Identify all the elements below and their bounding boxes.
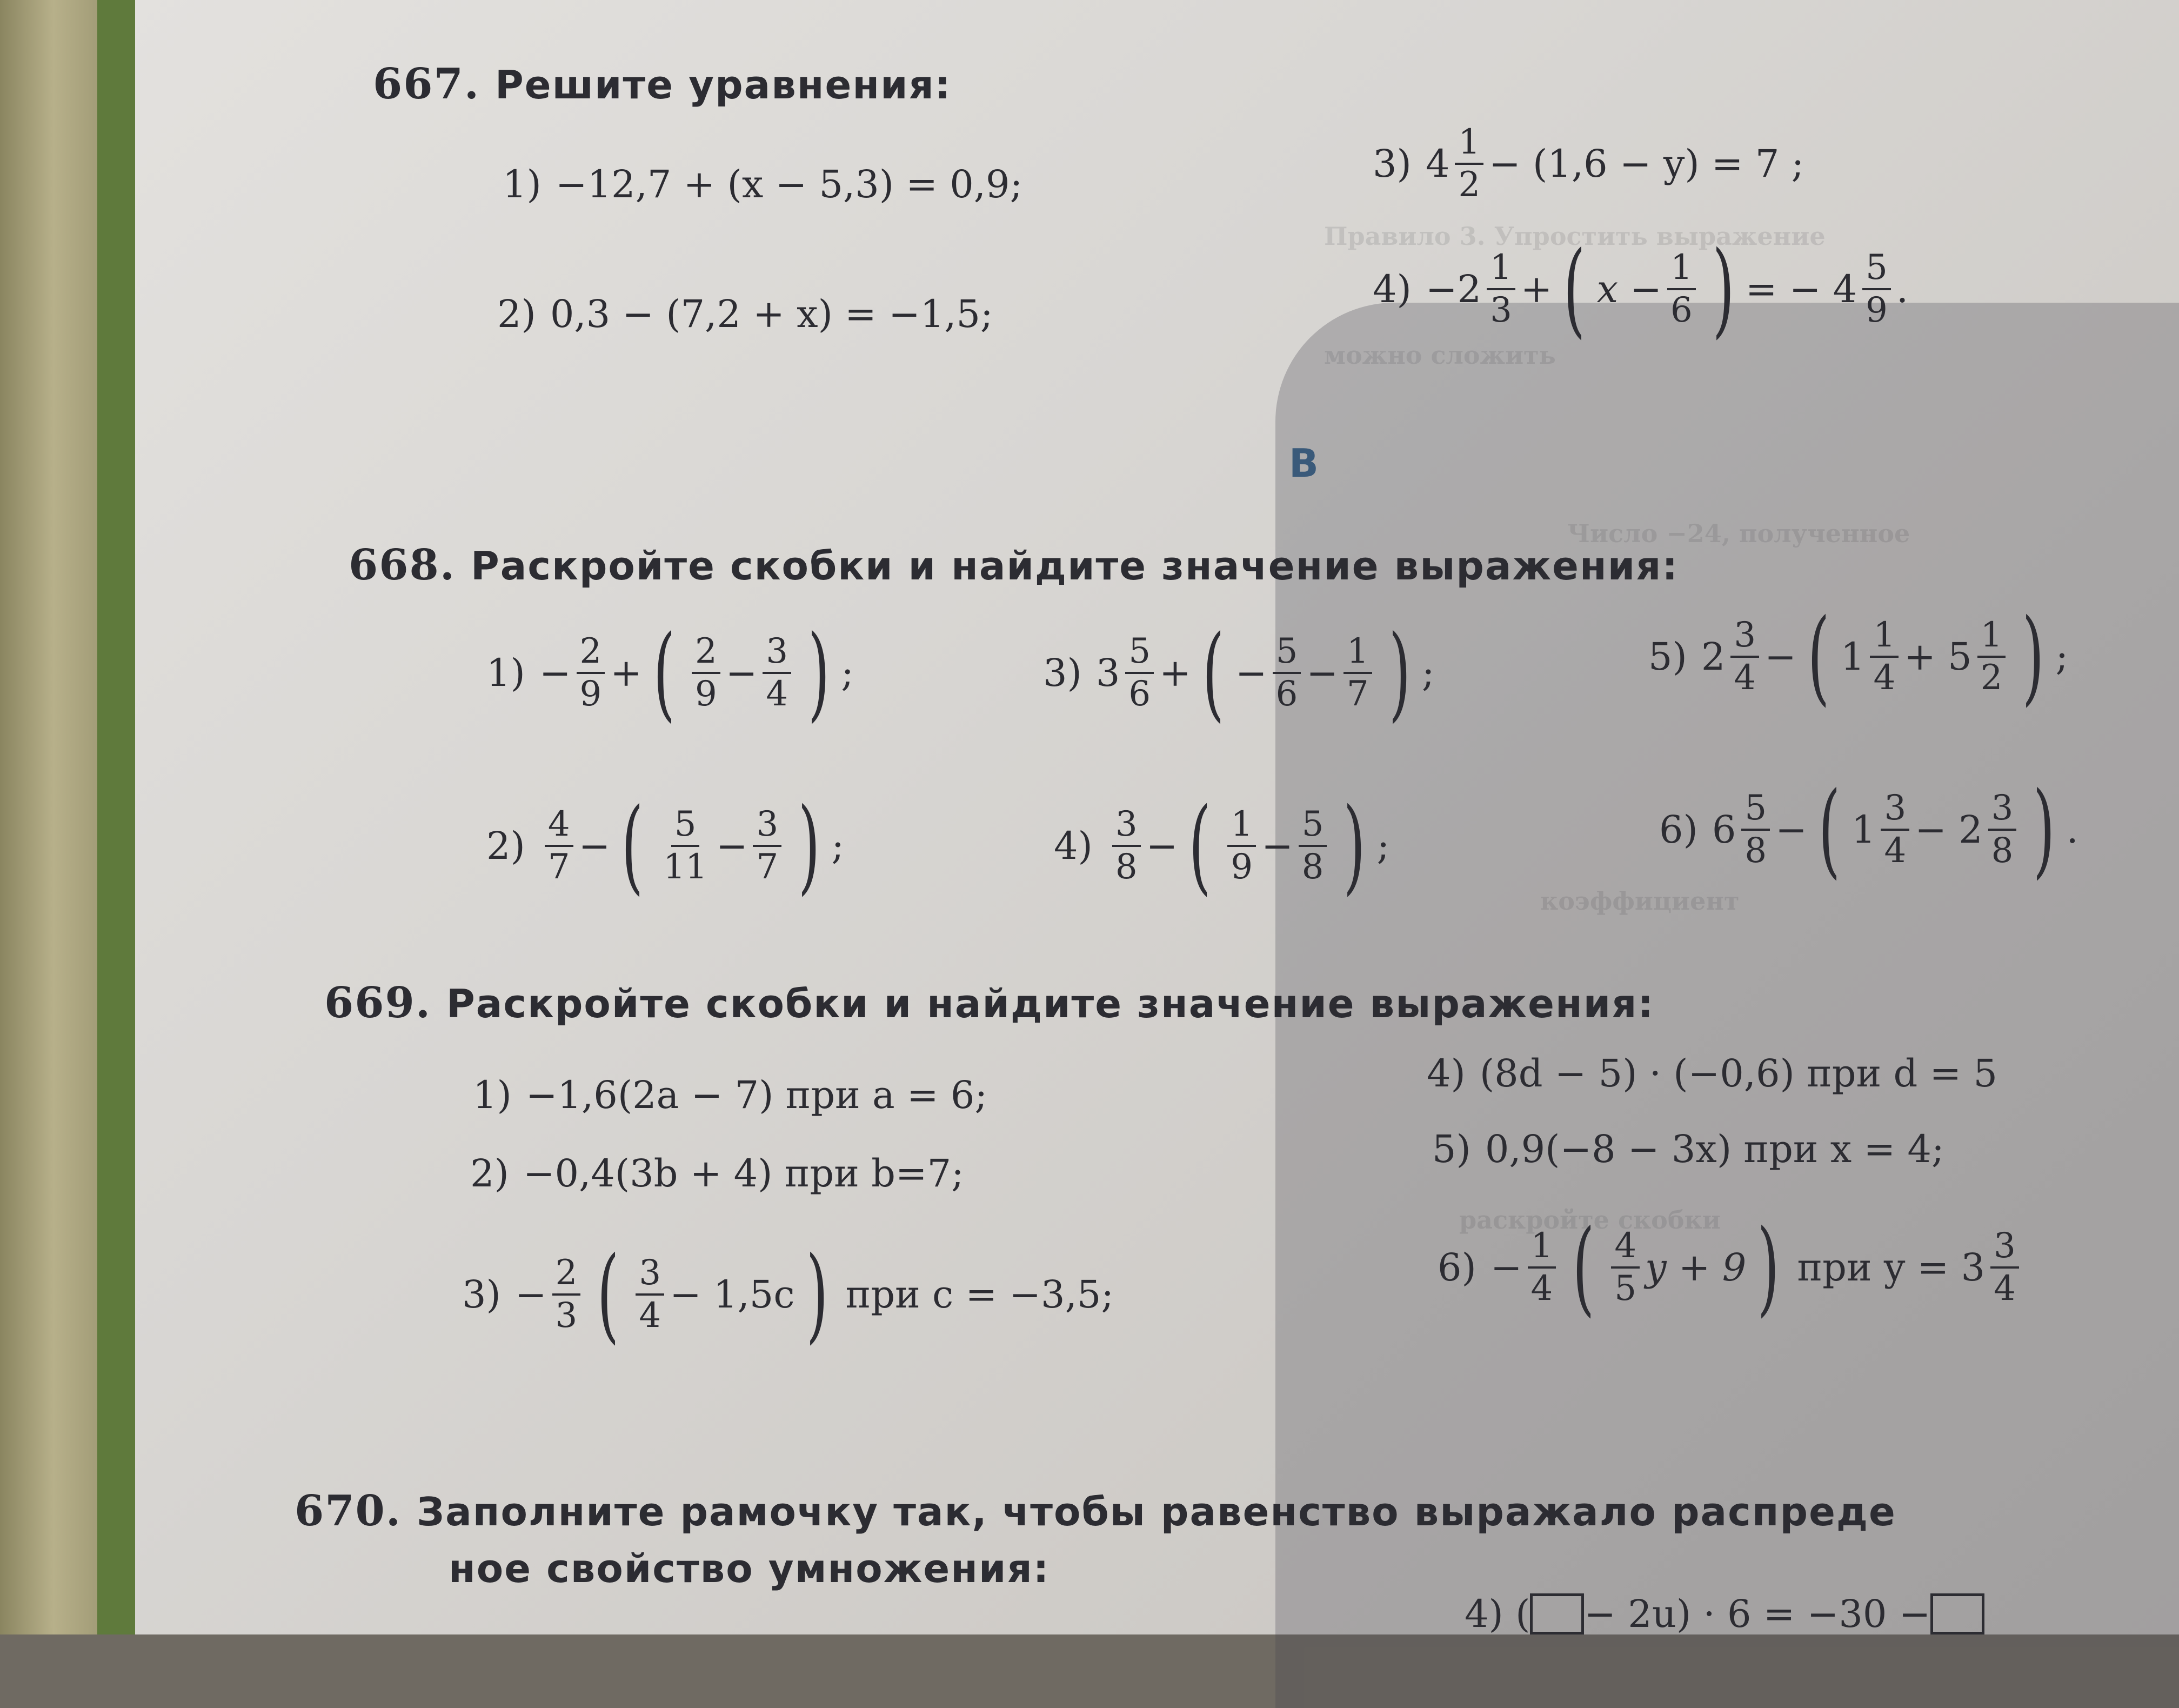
sign: − <box>1490 1245 1522 1290</box>
fraction <box>1455 124 1483 203</box>
terminator: ; <box>1376 824 1390 868</box>
item-label: 3) <box>1043 651 1082 695</box>
denominator: 9 <box>1231 847 1253 887</box>
problem-670-heading <box>295 1486 1896 1536</box>
right-paren: ) <box>807 613 830 732</box>
lead: − <box>539 651 571 695</box>
right-paren: ) <box>2033 770 2055 889</box>
denominator: 4 <box>1884 831 1907 871</box>
fraction <box>1112 806 1141 885</box>
numerator: 5 <box>1299 806 1327 847</box>
numerator: 1 <box>1344 633 1372 674</box>
operator: + 5 <box>1904 635 1972 679</box>
book-spine <box>0 0 97 1634</box>
show-through-text: раскройте скобки <box>1459 1205 1721 1235</box>
fraction <box>660 806 710 885</box>
expression-text: −0,4(3b + 4) при b=7; <box>523 1151 964 1196</box>
equation-667-1 <box>503 162 1022 206</box>
fraction <box>636 1252 664 1336</box>
denominator: 8 <box>1115 847 1138 887</box>
expression-text: 0,9(−8 − 3x) при x = 4; <box>1485 1127 1944 1171</box>
fraction <box>577 633 605 712</box>
left-paren: ( <box>1202 613 1225 732</box>
numerator: 5 <box>1741 790 1770 831</box>
item-label: 4) <box>1054 824 1093 868</box>
numerator: 1 <box>1487 250 1515 290</box>
item-label: 2) <box>497 292 536 336</box>
problem-title: Раскройте скобки и найдите значение выражения: <box>446 981 1655 1026</box>
expression-669-2 <box>470 1151 964 1196</box>
problem-number: 668. <box>349 541 456 590</box>
condition: при c = −3,5; <box>845 1272 1114 1317</box>
denominator: 11 <box>663 847 707 887</box>
operator: − <box>716 824 748 868</box>
expression-668-3 <box>1043 613 1435 732</box>
fraction <box>1299 806 1327 885</box>
fraction <box>1273 633 1301 712</box>
operator: − <box>1146 824 1178 868</box>
item-label: 3) <box>1373 142 1412 186</box>
operator: + <box>1159 651 1191 695</box>
fraction <box>1741 790 1770 869</box>
denominator: 4 <box>639 1296 661 1336</box>
right-paren: ) <box>806 1235 828 1354</box>
numerator: 1 <box>1528 1228 1556 1269</box>
inner-term: − 1,5c <box>670 1272 795 1317</box>
fraction <box>1730 617 1759 696</box>
problem-669-heading <box>324 978 1654 1028</box>
left-paren: ( <box>597 1235 619 1354</box>
item-label: 4) <box>1373 267 1412 311</box>
expression-669-4 <box>1427 1051 1997 1096</box>
numerator: 1 <box>1870 617 1899 658</box>
equation-667-2 <box>497 292 993 336</box>
expression-668-4 <box>1054 786 1390 905</box>
fill-in-box[interactable] <box>1930 1593 1984 1634</box>
denominator: 2 <box>1980 658 2003 698</box>
problem-title: Решите уравнения: <box>494 62 952 108</box>
operator: − <box>725 651 758 695</box>
numerator: 4 <box>545 806 573 847</box>
numerator: 5 <box>1273 633 1301 674</box>
fraction <box>1990 1225 2019 1309</box>
denominator: 5 <box>1614 1269 1637 1309</box>
equation-rest: − (1,6 − y) = 7 ; <box>1489 142 1804 186</box>
denominator: 6 <box>1128 674 1151 714</box>
sign: − <box>1235 651 1267 695</box>
right-paren: ) <box>1388 613 1411 732</box>
left-paren: ( <box>653 613 676 732</box>
denominator: 7 <box>756 847 779 887</box>
item-start: 4) ( <box>1465 1592 1530 1636</box>
condition: при y = 3 <box>1797 1245 1986 1290</box>
fraction <box>1870 617 1899 696</box>
denominator: 8 <box>1991 831 2014 871</box>
item-label: 6) <box>1438 1245 1476 1290</box>
fraction <box>1862 247 1891 330</box>
equation-667-3 <box>1373 124 1804 203</box>
fraction <box>1988 790 2017 869</box>
fraction <box>545 806 573 885</box>
fraction <box>1125 633 1154 712</box>
terminator: ; <box>1421 651 1435 695</box>
fill-in-box[interactable] <box>1530 1593 1584 1634</box>
whole-part: −2 <box>1425 267 1482 311</box>
denominator: 7 <box>547 847 570 887</box>
problem-number: 670. <box>295 1486 402 1536</box>
numerator: 2 <box>577 633 605 674</box>
fraction <box>552 1252 581 1336</box>
denominator: 6 <box>1275 674 1298 714</box>
left-paren: ( <box>1818 770 1841 889</box>
denominator: 4 <box>766 674 788 714</box>
expression-text: −1,6(2a − 7) при a = 6; <box>525 1073 988 1117</box>
show-through-text: можно сложить <box>1324 341 1556 370</box>
left-paren: ( <box>1572 1207 1595 1327</box>
numerator: 1 <box>1667 250 1696 290</box>
lead: 2 <box>1701 635 1726 679</box>
numerator: 3 <box>1990 1228 2019 1269</box>
denominator: 4 <box>1734 658 1756 698</box>
equation-text: −12,7 + (x − 5,3) = 0,9; <box>555 162 1023 206</box>
left-paren: ( <box>1563 229 1586 349</box>
left-paren: ( <box>621 786 644 905</box>
operator: − <box>1775 808 1807 852</box>
expression-669-3 <box>462 1235 1114 1354</box>
variable-term: x − <box>1596 267 1662 311</box>
show-through-text: коэффициент <box>1540 886 1740 916</box>
sign: − <box>514 1272 547 1317</box>
right-paren: ) <box>2022 597 2044 716</box>
problem-title: Раскройте скобки и найдите значение выражения: <box>470 543 1679 589</box>
numerator: 3 <box>1988 790 2017 831</box>
whole-part: 4 <box>1425 142 1450 186</box>
book-cover-edge <box>97 0 135 1634</box>
terminator: ; <box>841 651 854 695</box>
denominator: 2 <box>1458 165 1481 205</box>
item-label: 1) <box>486 651 525 695</box>
denominator: 4 <box>1994 1269 2016 1309</box>
show-through-text: Правило 3. Упростить выражение <box>1324 222 1826 251</box>
numerator: 5 <box>1862 250 1891 290</box>
operator: − <box>1306 651 1338 695</box>
show-through-text: Число −24, полученное <box>1567 519 1910 548</box>
problem-667-heading <box>373 59 952 109</box>
item-label: 6) <box>1659 808 1698 852</box>
denominator: 9 <box>695 674 717 714</box>
expression-669-5 <box>1432 1127 1944 1171</box>
numerator: 5 <box>1125 633 1154 674</box>
equation-text: 0,3 − (7,2 + x) = −1,5; <box>550 292 993 336</box>
problem-number: 667. <box>373 59 480 109</box>
fraction <box>1487 247 1515 330</box>
denominator: 9 <box>1866 290 1888 330</box>
operator: − <box>1261 824 1293 868</box>
fraction <box>753 806 781 885</box>
operator: − 2 <box>1915 808 1983 852</box>
expression-668-5 <box>1648 597 2069 716</box>
terminator: ; <box>2055 635 2069 679</box>
expression-668-2 <box>486 786 844 905</box>
numerator: 2 <box>692 633 720 674</box>
item-label: 5) <box>1432 1127 1471 1171</box>
fraction <box>1611 1225 1640 1309</box>
expression-668-1 <box>486 613 854 732</box>
lead: 6 <box>1712 808 1736 852</box>
numerator: 1 <box>1227 806 1256 847</box>
numerator: 3 <box>1112 806 1141 847</box>
fraction <box>1667 247 1696 330</box>
right-paren: ) <box>1757 1207 1780 1327</box>
item-label: 1) <box>503 162 542 206</box>
right-paren: ) <box>1712 229 1735 349</box>
fraction <box>1881 790 1909 869</box>
operator: − <box>1764 635 1796 679</box>
numerator: 1 <box>1455 124 1483 165</box>
denominator: 6 <box>1670 290 1693 330</box>
numerator: 3 <box>1730 617 1759 658</box>
fraction <box>1227 806 1256 885</box>
item-label: 1) <box>473 1073 512 1117</box>
operator: + <box>610 651 642 695</box>
right-paren: ) <box>1344 786 1366 905</box>
problem-670-heading-cont <box>449 1546 1050 1591</box>
item-rest: − 2u) · 6 = −30 − <box>1584 1592 1931 1636</box>
section-letter: В <box>1289 441 1319 486</box>
problem-668-heading <box>349 541 1679 590</box>
left-paren: ( <box>1807 597 1830 716</box>
expression-668-6 <box>1659 770 2078 889</box>
expression-669-1 <box>473 1073 987 1117</box>
numerator: 1 <box>1977 617 2006 658</box>
denominator: 3 <box>555 1296 578 1336</box>
fraction <box>1344 633 1372 712</box>
numerator: 3 <box>753 806 781 847</box>
problem-title: ное свойство умножения: <box>449 1546 1050 1591</box>
item-label: 2) <box>486 824 525 868</box>
problem-number: 669. <box>324 978 431 1028</box>
item-label: 2) <box>470 1151 509 1196</box>
fraction <box>1528 1225 1556 1309</box>
denominator: 4 <box>1530 1269 1553 1309</box>
numerator: 3 <box>1881 790 1909 831</box>
terminator: . <box>2066 808 2078 852</box>
item-label: 5) <box>1648 635 1687 679</box>
denominator: 9 <box>579 674 602 714</box>
lead: 3 <box>1095 651 1120 695</box>
item-label: 4) <box>1427 1051 1466 1096</box>
numerator: 3 <box>636 1255 664 1296</box>
whole-part: 1 <box>1851 808 1876 852</box>
operator: − <box>578 824 611 868</box>
numerator: 5 <box>671 806 700 847</box>
expression-669-6 <box>1438 1207 2024 1327</box>
item-label: 3) <box>462 1272 501 1317</box>
fraction <box>692 633 720 712</box>
terminator: . <box>1896 267 1909 311</box>
denominator: 8 <box>1301 847 1324 887</box>
left-paren: ( <box>1188 786 1211 905</box>
denominator: 8 <box>1744 831 1767 871</box>
problem-670-item-4 <box>1465 1592 1984 1636</box>
numerator: 2 <box>552 1255 581 1296</box>
right-paren: ) <box>798 786 820 905</box>
denominator: 7 <box>1346 674 1369 714</box>
expression-text: (8d − 5) · (−0,6) при d = 5 <box>1479 1051 1997 1096</box>
fraction <box>1977 617 2006 696</box>
numerator: 3 <box>763 633 791 674</box>
equation-667-4: 4) −2 $\frac{1}{3}$ + ( x − $\frac{1}{6}$ ) = − 4 $\frac{5}{9}$ . <box>1373 229 1909 349</box>
fraction <box>763 633 791 712</box>
problem-title: Заполните рамочку так, чтобы равенство выражало распреде <box>416 1489 1896 1534</box>
denominator: 4 <box>1873 658 1896 698</box>
inner-term: y + 9 <box>1645 1245 1747 1290</box>
numerator: 4 <box>1611 1228 1640 1269</box>
terminator: ; <box>831 824 844 868</box>
denominator: 3 <box>1490 290 1512 330</box>
equals-part: = − 4 <box>1745 267 1857 311</box>
whole-part: 1 <box>1840 635 1865 679</box>
